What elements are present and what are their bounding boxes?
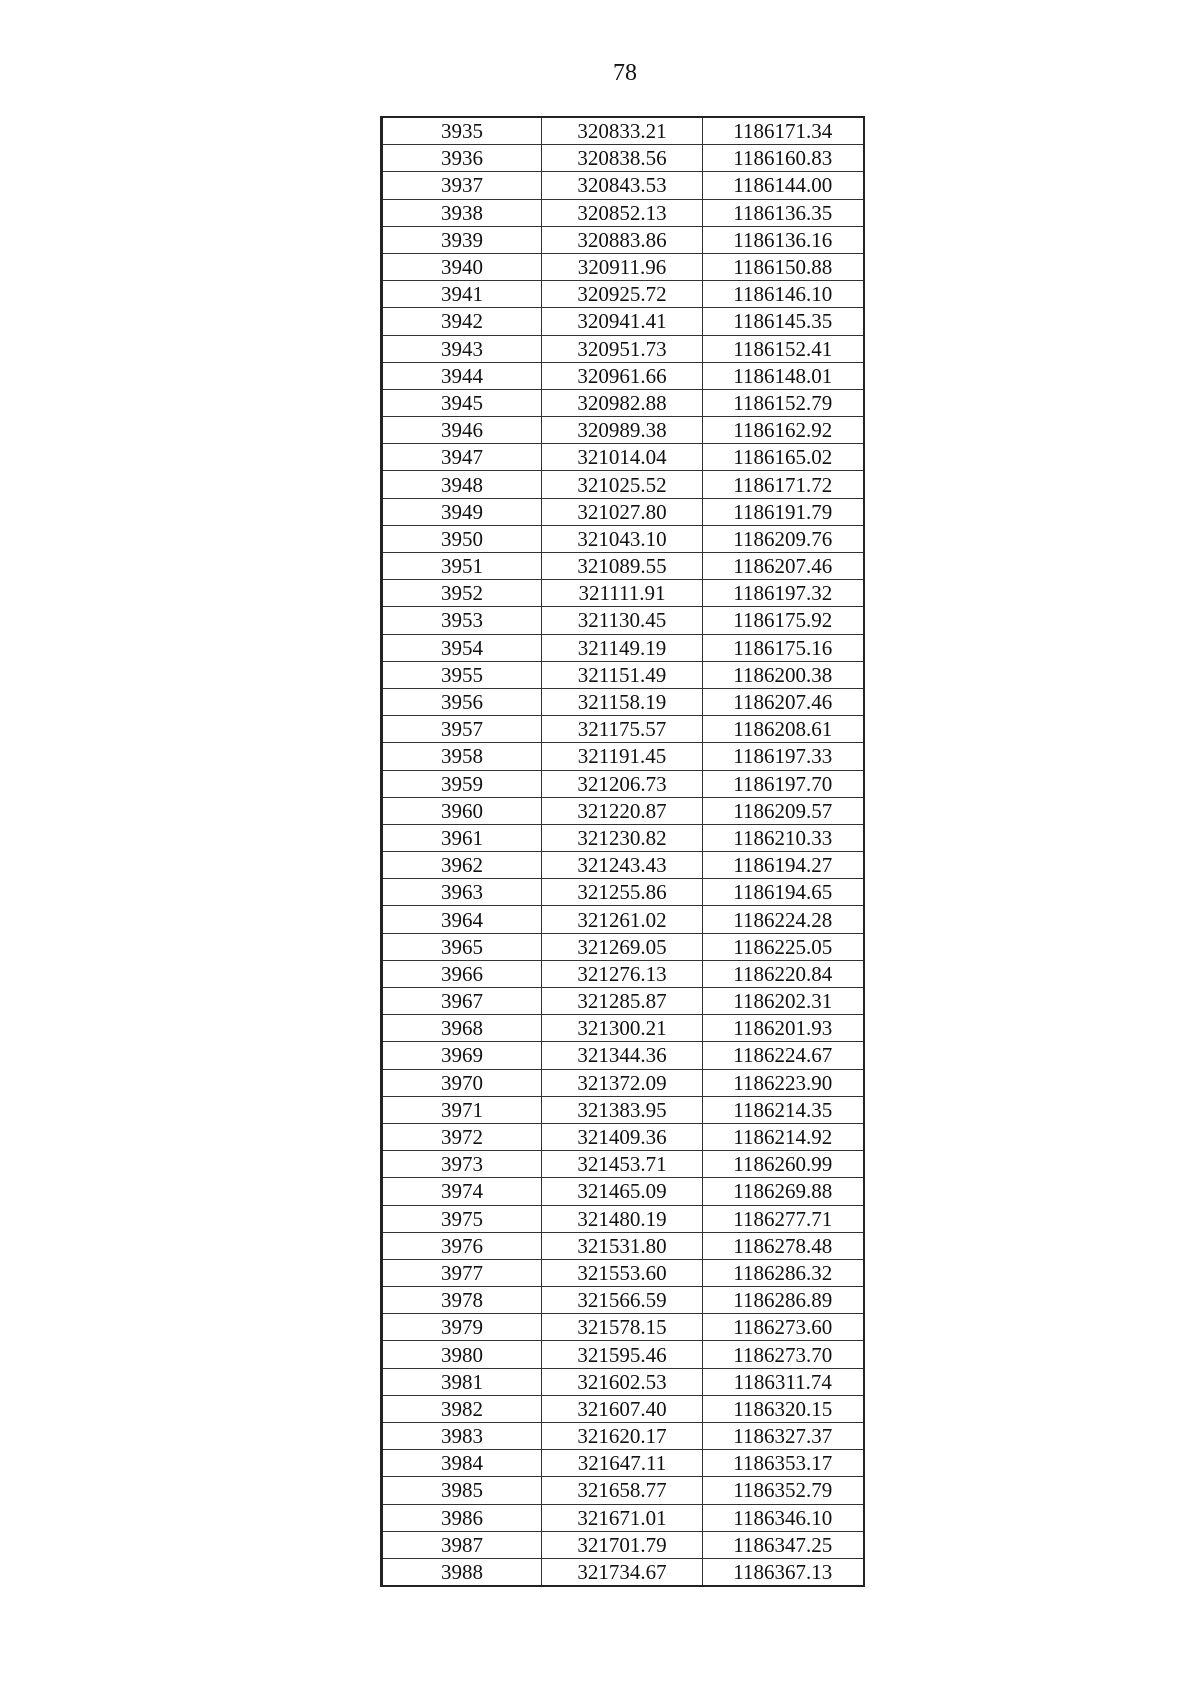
point-number-cell: 3971	[382, 1096, 542, 1123]
y-coordinate-cell: 1186223.90	[703, 1069, 864, 1096]
point-number-cell: 3955	[382, 661, 542, 688]
x-coordinate-cell: 321269.05	[542, 933, 703, 960]
point-number-cell: 3947	[382, 444, 542, 471]
y-coordinate-cell: 1186171.72	[703, 471, 864, 498]
point-number-cell: 3944	[382, 362, 542, 389]
x-coordinate-cell: 321658.77	[542, 1477, 703, 1504]
y-coordinate-cell: 1186260.99	[703, 1151, 864, 1178]
x-coordinate-cell: 321480.19	[542, 1205, 703, 1232]
x-coordinate-cell: 321531.80	[542, 1232, 703, 1259]
table-row	[382, 1069, 864, 1096]
x-coordinate-cell: 321043.10	[542, 525, 703, 552]
point-number-cell: 3952	[382, 580, 542, 607]
x-coordinate-cell: 321566.59	[542, 1287, 703, 1314]
table-row	[382, 634, 864, 661]
y-coordinate-cell: 1186347.25	[703, 1531, 864, 1558]
x-coordinate-cell: 320883.86	[542, 226, 703, 253]
table-row	[382, 879, 864, 906]
point-number-cell: 3957	[382, 716, 542, 743]
x-coordinate-cell: 320852.13	[542, 199, 703, 226]
table-row	[382, 498, 864, 525]
y-coordinate-cell: 1186201.93	[703, 1015, 864, 1042]
x-coordinate-cell: 321701.79	[542, 1531, 703, 1558]
y-coordinate-cell: 1186311.74	[703, 1368, 864, 1395]
table-row	[382, 1042, 864, 1069]
y-coordinate-cell: 1186207.46	[703, 688, 864, 715]
point-number-cell: 3935	[382, 117, 542, 145]
point-number-cell: 3941	[382, 281, 542, 308]
y-coordinate-cell: 1186146.10	[703, 281, 864, 308]
x-coordinate-cell: 320833.21	[542, 117, 703, 145]
point-number-cell: 3959	[382, 770, 542, 797]
x-coordinate-cell: 320925.72	[542, 281, 703, 308]
table-row	[382, 688, 864, 715]
table-row	[382, 1178, 864, 1205]
table-row	[382, 1477, 864, 1504]
point-number-cell: 3975	[382, 1205, 542, 1232]
y-coordinate-cell: 1186208.61	[703, 716, 864, 743]
point-number-cell: 3949	[382, 498, 542, 525]
x-coordinate-cell: 321344.36	[542, 1042, 703, 1069]
table-row	[382, 1123, 864, 1150]
x-coordinate-cell: 321647.11	[542, 1450, 703, 1477]
y-coordinate-cell: 1186152.41	[703, 335, 864, 362]
table-row	[382, 770, 864, 797]
point-number-cell: 3987	[382, 1531, 542, 1558]
y-coordinate-cell: 1186352.79	[703, 1477, 864, 1504]
point-number-cell: 3966	[382, 960, 542, 987]
x-coordinate-cell: 320838.56	[542, 145, 703, 172]
x-coordinate-cell: 321578.15	[542, 1314, 703, 1341]
x-coordinate-cell: 321409.36	[542, 1123, 703, 1150]
x-coordinate-cell: 321191.45	[542, 743, 703, 770]
y-coordinate-cell: 1186278.48	[703, 1232, 864, 1259]
x-coordinate-cell: 321465.09	[542, 1178, 703, 1205]
point-number-cell: 3974	[382, 1178, 542, 1205]
table-row	[382, 1151, 864, 1178]
page-number: 78	[613, 60, 637, 86]
x-coordinate-cell: 321255.86	[542, 879, 703, 906]
point-number-cell: 3983	[382, 1423, 542, 1450]
y-coordinate-cell: 1186194.27	[703, 852, 864, 879]
x-coordinate-cell: 321206.73	[542, 770, 703, 797]
table-row	[382, 1450, 864, 1477]
table-row	[382, 471, 864, 498]
x-coordinate-cell: 321151.49	[542, 661, 703, 688]
table-row	[382, 281, 864, 308]
y-coordinate-cell: 1186224.67	[703, 1042, 864, 1069]
y-coordinate-cell: 1186346.10	[703, 1504, 864, 1531]
table-row	[382, 906, 864, 933]
point-number-cell: 3943	[382, 335, 542, 362]
x-coordinate-cell: 321285.87	[542, 988, 703, 1015]
point-number-cell: 3972	[382, 1123, 542, 1150]
x-coordinate-cell: 321243.43	[542, 852, 703, 879]
y-coordinate-cell: 1186269.88	[703, 1178, 864, 1205]
point-number-cell: 3988	[382, 1558, 542, 1586]
point-number-cell: 3973	[382, 1151, 542, 1178]
x-coordinate-cell: 321089.55	[542, 553, 703, 580]
y-coordinate-cell: 1186145.35	[703, 308, 864, 335]
table-row	[382, 172, 864, 199]
x-coordinate-cell: 320989.38	[542, 417, 703, 444]
table-row	[382, 1341, 864, 1368]
table-row	[382, 797, 864, 824]
point-number-cell: 3963	[382, 879, 542, 906]
y-coordinate-cell: 1186144.00	[703, 172, 864, 199]
table-row	[382, 1287, 864, 1314]
x-coordinate-cell: 321149.19	[542, 634, 703, 661]
point-number-cell: 3945	[382, 389, 542, 416]
y-coordinate-cell: 1186148.01	[703, 362, 864, 389]
point-number-cell: 3939	[382, 226, 542, 253]
table-row	[382, 117, 864, 145]
point-number-cell: 3982	[382, 1395, 542, 1422]
y-coordinate-cell: 1186320.15	[703, 1395, 864, 1422]
y-coordinate-cell: 1186171.34	[703, 117, 864, 145]
point-number-cell: 3968	[382, 1015, 542, 1042]
y-coordinate-cell: 1186162.92	[703, 417, 864, 444]
y-coordinate-cell: 1186225.05	[703, 933, 864, 960]
y-coordinate-cell: 1186277.71	[703, 1205, 864, 1232]
y-coordinate-cell: 1186209.76	[703, 525, 864, 552]
table-row	[382, 335, 864, 362]
table-row	[382, 852, 864, 879]
y-coordinate-cell: 1186136.16	[703, 226, 864, 253]
table-row	[382, 1531, 864, 1558]
table-row	[382, 553, 864, 580]
point-number-cell: 3961	[382, 824, 542, 851]
point-number-cell: 3940	[382, 253, 542, 280]
point-number-cell: 3962	[382, 852, 542, 879]
x-coordinate-cell: 321027.80	[542, 498, 703, 525]
point-number-cell: 3977	[382, 1259, 542, 1286]
point-number-cell: 3980	[382, 1341, 542, 1368]
point-number-cell: 3965	[382, 933, 542, 960]
y-coordinate-cell: 1186197.33	[703, 743, 864, 770]
table-row	[382, 362, 864, 389]
point-number-cell: 3958	[382, 743, 542, 770]
table-row	[382, 1205, 864, 1232]
point-number-cell: 3979	[382, 1314, 542, 1341]
y-coordinate-cell: 1186353.17	[703, 1450, 864, 1477]
point-number-cell: 3985	[382, 1477, 542, 1504]
x-coordinate-cell: 321014.04	[542, 444, 703, 471]
y-coordinate-cell: 1186191.79	[703, 498, 864, 525]
y-coordinate-cell: 1186220.84	[703, 960, 864, 987]
x-coordinate-cell: 320843.53	[542, 172, 703, 199]
point-number-cell: 3937	[382, 172, 542, 199]
y-coordinate-cell: 1186136.35	[703, 199, 864, 226]
table-row	[382, 1423, 864, 1450]
x-coordinate-cell: 320911.96	[542, 253, 703, 280]
x-coordinate-cell: 321383.95	[542, 1096, 703, 1123]
y-coordinate-cell: 1186200.38	[703, 661, 864, 688]
table-row	[382, 389, 864, 416]
point-number-cell: 3948	[382, 471, 542, 498]
table-row	[382, 743, 864, 770]
x-coordinate-cell: 321300.21	[542, 1015, 703, 1042]
point-number-cell: 3978	[382, 1287, 542, 1314]
table-row	[382, 525, 864, 552]
point-number-cell: 3984	[382, 1450, 542, 1477]
point-number-cell: 3981	[382, 1368, 542, 1395]
coordinates-table	[380, 116, 865, 1587]
point-number-cell: 3960	[382, 797, 542, 824]
y-coordinate-cell: 1186160.83	[703, 145, 864, 172]
table-row	[382, 580, 864, 607]
table-row	[382, 1558, 864, 1586]
x-coordinate-cell: 321671.01	[542, 1504, 703, 1531]
y-coordinate-cell: 1186224.28	[703, 906, 864, 933]
table-row	[382, 661, 864, 688]
table-row	[382, 1015, 864, 1042]
table-row	[382, 1096, 864, 1123]
y-coordinate-cell: 1186286.89	[703, 1287, 864, 1314]
x-coordinate-cell: 320961.66	[542, 362, 703, 389]
table-row	[382, 1368, 864, 1395]
point-number-cell: 3956	[382, 688, 542, 715]
point-number-cell: 3986	[382, 1504, 542, 1531]
point-number-cell: 3976	[382, 1232, 542, 1259]
y-coordinate-cell: 1186197.32	[703, 580, 864, 607]
x-coordinate-cell: 320951.73	[542, 335, 703, 362]
x-coordinate-cell: 321111.91	[542, 580, 703, 607]
table-row	[382, 933, 864, 960]
y-coordinate-cell: 1186175.92	[703, 607, 864, 634]
x-coordinate-cell: 321230.82	[542, 824, 703, 851]
table-row	[382, 1259, 864, 1286]
table-row	[382, 145, 864, 172]
x-coordinate-cell: 321175.57	[542, 716, 703, 743]
table-row	[382, 824, 864, 851]
x-coordinate-cell: 320982.88	[542, 389, 703, 416]
y-coordinate-cell: 1186202.31	[703, 988, 864, 1015]
x-coordinate-cell: 321453.71	[542, 1151, 703, 1178]
point-number-cell: 3946	[382, 417, 542, 444]
table-row	[382, 199, 864, 226]
table-row	[382, 253, 864, 280]
x-coordinate-cell: 321025.52	[542, 471, 703, 498]
x-coordinate-cell: 321620.17	[542, 1423, 703, 1450]
table-row	[382, 226, 864, 253]
y-coordinate-cell: 1186209.57	[703, 797, 864, 824]
y-coordinate-cell: 1186286.32	[703, 1259, 864, 1286]
x-coordinate-cell: 321553.60	[542, 1259, 703, 1286]
table-row	[382, 444, 864, 471]
table-row	[382, 308, 864, 335]
table-body	[382, 117, 864, 1586]
point-number-cell: 3936	[382, 145, 542, 172]
table-row	[382, 1314, 864, 1341]
x-coordinate-cell: 321220.87	[542, 797, 703, 824]
point-number-cell: 3950	[382, 525, 542, 552]
x-coordinate-cell: 321595.46	[542, 1341, 703, 1368]
x-coordinate-cell: 321372.09	[542, 1069, 703, 1096]
point-number-cell: 3954	[382, 634, 542, 661]
x-coordinate-cell: 321602.53	[542, 1368, 703, 1395]
table-row	[382, 988, 864, 1015]
x-coordinate-cell: 321261.02	[542, 906, 703, 933]
x-coordinate-cell: 321130.45	[542, 607, 703, 634]
y-coordinate-cell: 1186197.70	[703, 770, 864, 797]
y-coordinate-cell: 1186152.79	[703, 389, 864, 416]
table-row	[382, 1504, 864, 1531]
y-coordinate-cell: 1186210.33	[703, 824, 864, 851]
y-coordinate-cell: 1186207.46	[703, 553, 864, 580]
point-number-cell: 3969	[382, 1042, 542, 1069]
point-number-cell: 3970	[382, 1069, 542, 1096]
point-number-cell: 3967	[382, 988, 542, 1015]
y-coordinate-cell: 1186327.37	[703, 1423, 864, 1450]
point-number-cell: 3953	[382, 607, 542, 634]
x-coordinate-cell: 321734.67	[542, 1558, 703, 1586]
y-coordinate-cell: 1186273.60	[703, 1314, 864, 1341]
table-row	[382, 417, 864, 444]
y-coordinate-cell: 1186194.65	[703, 879, 864, 906]
point-number-cell: 3938	[382, 199, 542, 226]
table-row	[382, 960, 864, 987]
table-row	[382, 1395, 864, 1422]
y-coordinate-cell: 1186165.02	[703, 444, 864, 471]
x-coordinate-cell: 321158.19	[542, 688, 703, 715]
y-coordinate-cell: 1186214.35	[703, 1096, 864, 1123]
x-coordinate-cell: 320941.41	[542, 308, 703, 335]
y-coordinate-cell: 1186175.16	[703, 634, 864, 661]
x-coordinate-cell: 321607.40	[542, 1395, 703, 1422]
table-row	[382, 716, 864, 743]
y-coordinate-cell: 1186367.13	[703, 1558, 864, 1586]
point-number-cell: 3951	[382, 553, 542, 580]
y-coordinate-cell: 1186273.70	[703, 1341, 864, 1368]
table-row	[382, 1232, 864, 1259]
point-number-cell: 3942	[382, 308, 542, 335]
x-coordinate-cell: 321276.13	[542, 960, 703, 987]
point-number-cell: 3964	[382, 906, 542, 933]
table-row	[382, 607, 864, 634]
y-coordinate-cell: 1186150.88	[703, 253, 864, 280]
y-coordinate-cell: 1186214.92	[703, 1123, 864, 1150]
